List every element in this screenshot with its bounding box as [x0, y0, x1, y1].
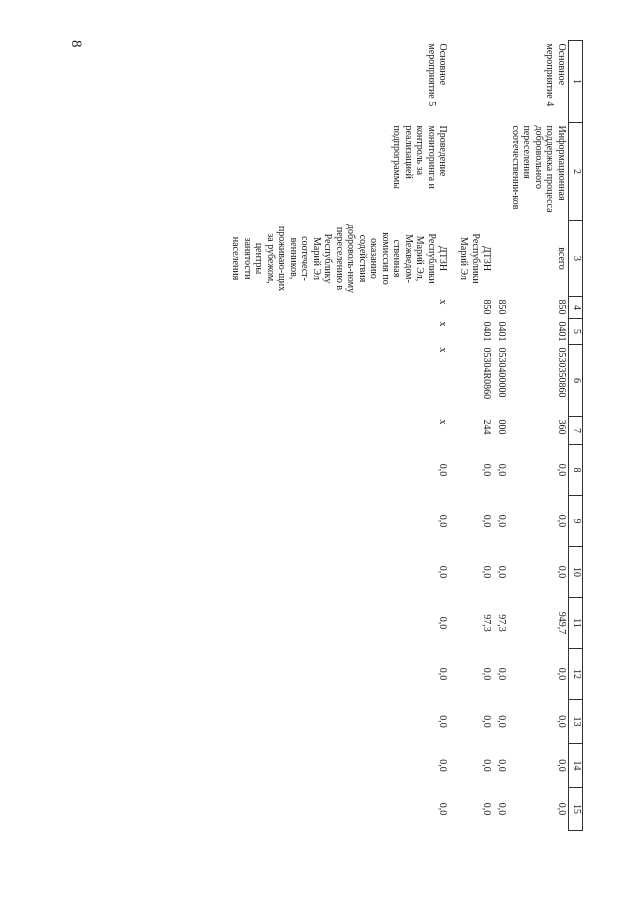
table-cell: 0,0 [437, 514, 449, 528]
table-cell: 0,0 [496, 715, 508, 728]
table-cell: 0,0 [437, 463, 449, 477]
table-cell: x [437, 347, 449, 353]
table-cell: 0,0 [556, 667, 567, 681]
table-cell [450, 123, 494, 221]
table-row [229, 41, 450, 831]
table-cell: 850 [496, 299, 508, 315]
table-cell: 0401 [496, 321, 508, 342]
budget-table-wrapper [123, 40, 583, 830]
column-header-14: 14 [569, 744, 583, 788]
table-row [509, 41, 569, 831]
table-cell: 0,0 [496, 463, 508, 477]
table-cell: 0,0 [556, 759, 567, 772]
table-cell: 0401 [481, 321, 493, 342]
column-header-4: 4 [569, 297, 583, 319]
table-cell [494, 221, 509, 297]
table-cell: 0,0 [437, 715, 449, 728]
table-cell: Проведение мониторинга и контроль за реализацией подпрограммы [391, 125, 449, 189]
budget-table [229, 40, 583, 831]
table-cell: 0,0 [481, 565, 493, 579]
table-cell: 0,0 [481, 667, 493, 681]
table-cell: x [437, 299, 449, 305]
table-cell: 0,0 [481, 514, 493, 528]
table-cell [494, 41, 509, 123]
table-cell [450, 41, 494, 123]
table-cell: 0,0 [556, 802, 567, 816]
table-cell: всего [556, 247, 567, 270]
table-cell: 0,0 [496, 667, 508, 681]
table-cell: 0530350860 [556, 347, 567, 398]
column-header-7: 7 [569, 417, 583, 445]
table-cell: Информационная поддержка процесса добровольного переселения соотечественни-ков [510, 125, 567, 213]
column-header-9: 9 [569, 496, 583, 547]
table-cell: 0,0 [556, 514, 567, 528]
column-header-5: 5 [569, 319, 583, 345]
table-cell: 850 [481, 299, 493, 315]
table-cell: 0,0 [496, 802, 508, 816]
table-cell: 850 [556, 299, 567, 315]
table-cell: 0,0 [556, 715, 567, 728]
page-number: 8 [68, 40, 84, 48]
table-cell: 0530400000 [496, 347, 508, 398]
table-row [450, 41, 494, 831]
table-cell: 949,7 [556, 611, 567, 635]
table-cell: x [437, 419, 449, 425]
table-cell: 0,0 [496, 514, 508, 528]
table-cell: 0,0 [481, 802, 493, 816]
header-row [569, 41, 583, 831]
column-header-10: 10 [569, 547, 583, 598]
table-cell: 0401 [556, 321, 567, 342]
table-cell: Основное мероприятие 5 [426, 43, 449, 107]
table-cell: x [437, 321, 449, 327]
table-cell: 0,0 [496, 759, 508, 772]
table-cell: 244 [481, 419, 493, 435]
table-cell: 97,3 [481, 614, 493, 632]
table-cell [494, 123, 509, 221]
table-cell: 0,0 [481, 463, 493, 477]
column-header-15: 15 [569, 788, 583, 831]
table-cell: 97,3 [496, 614, 508, 632]
table-cell: 0,0 [437, 759, 449, 772]
table-cell: 0,0 [481, 759, 493, 772]
table-cell: ДТЗН Республики Марий Эл, Межведом-ственная комиссия по оказанию содействия доброволь-ному переселению в Республику Марий Эл соотечест-венников, проживаю-щих за рубежом, центры занятости населения [230, 223, 449, 294]
table-cell: 05304R0860 [481, 347, 493, 400]
table-cell: 0,0 [437, 616, 449, 630]
table-cell: 000 [496, 419, 508, 435]
table-cell: ДТЗН Республики Марий Эл [458, 233, 493, 284]
column-header-1: 1 [569, 41, 583, 123]
column-header-2: 2 [569, 123, 583, 221]
column-header-13: 13 [569, 700, 583, 744]
table-cell: 0,0 [437, 667, 449, 681]
table-cell: 0,0 [556, 463, 567, 477]
table-cell: 0,0 [556, 565, 567, 579]
column-header-12: 12 [569, 649, 583, 700]
table-cell: 0,0 [481, 715, 493, 728]
column-header-11: 11 [569, 598, 583, 649]
table-row [494, 41, 509, 831]
table-cell: 0,0 [496, 565, 508, 579]
column-header-8: 8 [569, 445, 583, 496]
table-cell: 360 [556, 419, 567, 435]
column-header-3: 3 [569, 221, 583, 297]
table-cell: 0,0 [437, 565, 449, 579]
column-header-6: 6 [569, 345, 583, 417]
table-cell: 0,0 [437, 802, 449, 816]
table-cell: Основное мероприятие 4 [544, 43, 567, 107]
